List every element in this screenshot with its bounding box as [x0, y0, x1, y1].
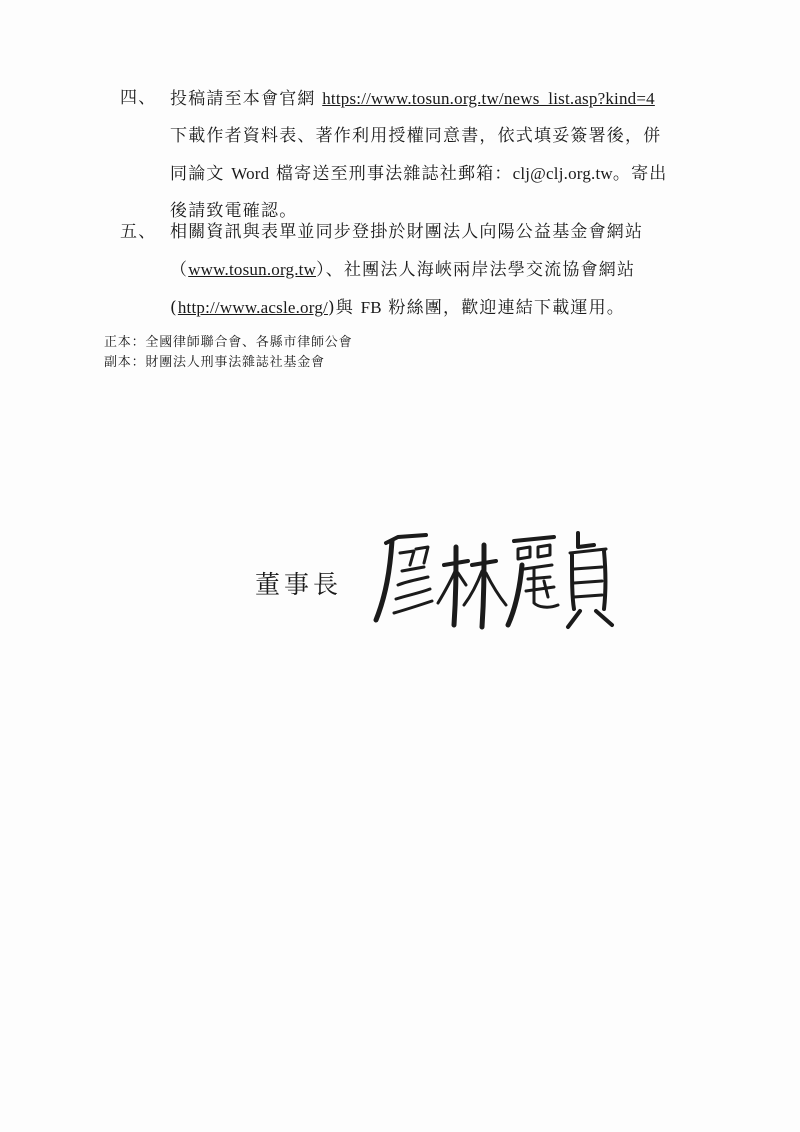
item-line: [170, 80, 740, 118]
item-text-latin: FB: [360, 298, 382, 317]
item-text: 粉絲團，歡迎連結下載運用。: [381, 298, 626, 318]
item-line: 後請致電確認。: [170, 201, 298, 221]
item-line: [170, 289, 740, 327]
chairman-title: 董事長: [255, 570, 343, 599]
item-number: 四、: [120, 88, 157, 108]
original-recipients: 正本：全國律師聯合會、各縣市律師公會: [104, 335, 353, 350]
item-text: (: [170, 298, 178, 318]
item-text: 檔寄送至刑事法雜誌社郵箱：: [269, 164, 513, 184]
submission-link[interactable]: https://www.tosun.org.tw/news_list.asp?kind=4: [322, 89, 655, 108]
item-number: 五、: [120, 222, 157, 242]
item-line: 相關資訊與表單並同步登掛於財團法人向陽公益基金會網站: [170, 222, 644, 242]
item-text: 投稿請至本會官網: [170, 89, 323, 109]
item-5: [120, 214, 740, 327]
handwritten-signature: [368, 525, 628, 635]
item-text: （: [170, 260, 189, 280]
item-line: [170, 155, 740, 193]
item-line: [170, 251, 740, 289]
item-line: 下載作者資料表、著作利用授權同意書，依式填妥簽署後，併: [170, 126, 662, 146]
item-text-latin: Word: [231, 164, 270, 183]
item-4: [120, 80, 740, 230]
item-body: [170, 214, 740, 327]
item-text: )與: [327, 298, 361, 318]
item-text: 同論文: [170, 164, 232, 184]
item-body: [170, 80, 740, 230]
item-text: ）、社團法人海峽兩岸法學交流協會網站: [316, 260, 636, 280]
email-address: clj@clj.org.tw: [512, 164, 613, 183]
item-text: 。寄出: [612, 164, 668, 184]
tosun-site-link[interactable]: www.tosun.org.tw: [188, 260, 317, 279]
acsle-site-link[interactable]: http://www.acsle.org/: [177, 298, 328, 317]
signature-block: [250, 525, 650, 635]
copy-recipients: 副本：財團法人刑事法雜誌社基金會: [104, 355, 325, 370]
distribution-list: [104, 333, 352, 373]
